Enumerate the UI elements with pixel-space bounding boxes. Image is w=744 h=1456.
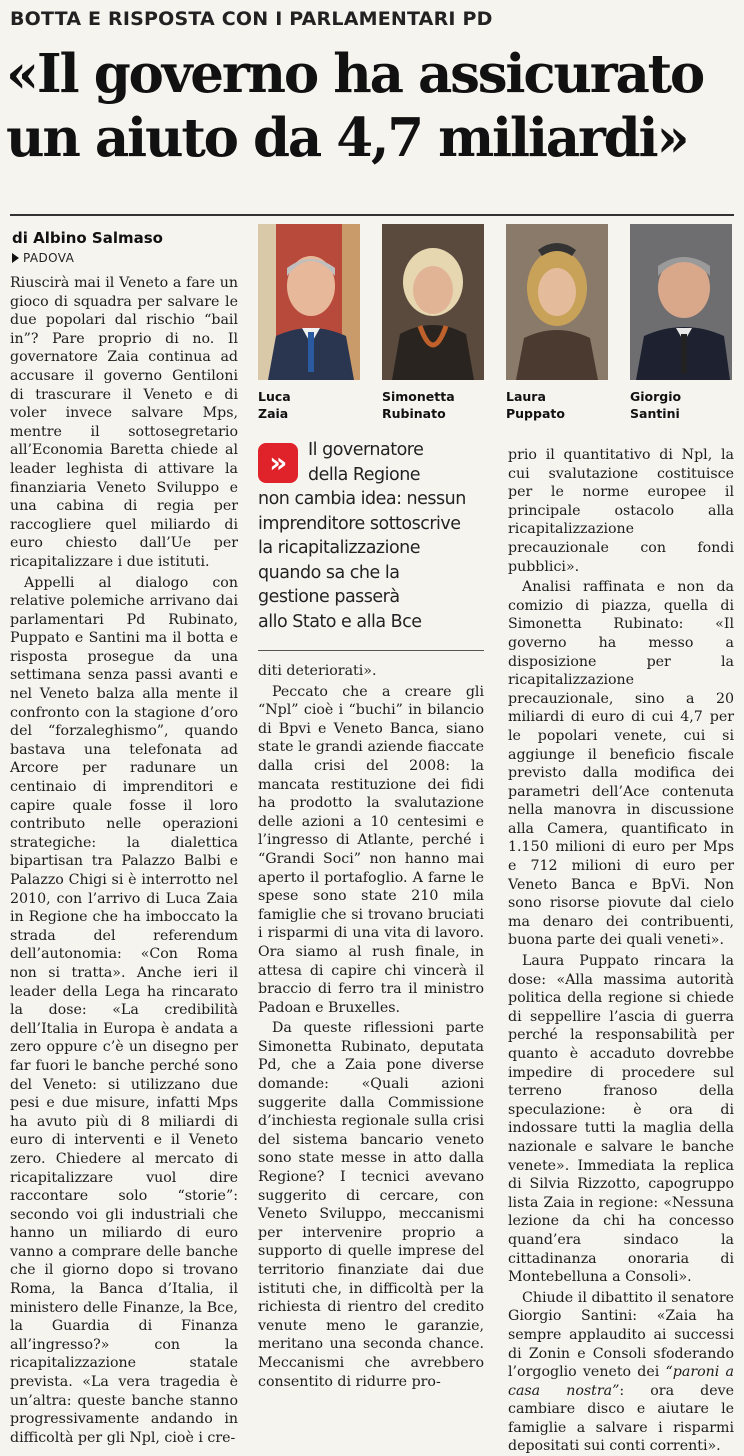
byline: di Albino Salmaso <box>12 229 163 247</box>
caption-last: Puppato <box>506 406 565 421</box>
photo-giorgio-santini <box>630 224 732 380</box>
article-column-3 <box>508 446 734 1456</box>
paragraph: prio il quantitativo di Npl, la cui svalutazione costituisce per le norme europee il principale ostacolo alla ricapitalizzazione precauzionale con fondi pubblici». <box>508 447 734 575</box>
kicker: BOTTA E RISPOSTA CON I PARLAMENTARI PD <box>10 8 493 30</box>
caption-last: Santini <box>630 406 680 421</box>
paragraph: Appelli al dialogo con relative polemiche arrivano dai parlamentari Pd Rubinato, Puppato e Santini ma il botta e risposta prosegue da una settimana senza passi avanti e nel Veneto balza alla mente il confronto con la stagione d’oro del “forzaleghismo”, quando bastava una telefonata ad Arcore per radunare un centinaio di imprenditori e capire quale fosse il loro contributo nelle operazioni strategiche: la dialettica bipartisan tra Palazzo Balbi e Palazzo Chigi si è interrotto nel 2010, con l’arrivo di Luca Zaia in Regione che ha imboccato la strada del referendum dell’autonomia: «Con Roma non si tratta». Anche ieri il leader della Lega ha rincarato la dose: «La credibilità dell’Italia in Europa è andata a zero oppure c’è un disegno per far fuori le banche perché sono del Veneto: si utilizzano due pesi e due misure, infatti Mps ha avuto più di 8 miliardi di euro di interventi e il Veneto zero. Chiedere al mercato di ricapitalizzare vuol dire raccontare solo “storie”: secondo voi gli industriali che hanno un miliardo di euro vanno a comprare delle banche che il giorno dopo si trovano Roma, la Banca d’Italia, il ministero delle Finanze, la Bce, la Guardia di Finanza all’ingresso?» con la ricapitalizzazione statale prevista. «La vera tragedia è un’altra: queste banche stanno progressivamente andando in difficoltà per gli Npl, cioè i cre- <box>10 574 238 1446</box>
portrait-zaia <box>258 224 360 380</box>
pull-quote-rule <box>258 650 484 651</box>
pull-line: allo Stato e alla Bce <box>258 611 422 632</box>
paragraph-end: : ora deve cambiare disco e aiutare le famiglie a salvare i risparmi depositati sui conti correnti». <box>508 1382 734 1455</box>
paragraph: Peccato che a creare gli “Npl” cioè i “buchi” in bilancio di Bpvi e Veneto Banca, siano state le grandi aziende fiaccate dalla crisi del 2008: la mancata restituzione dei fidi ha prodotto la svalutazione delle azioni a 10 centesimi e l’ingresso di Atlante, perché i “Grandi Soci” non hanno mai aperto il portafoglio. A farne le spese sono state 210 mila famiglie che si trovano bruciati i risparmi di una vita di lavoro. Ora siamo al rush finale, in attesa di capire chi vincerà il braccio di ferro tra il ministro Padoan e Bruxelles. <box>258 683 484 1016</box>
photo-laura-puppato <box>506 224 608 380</box>
headline-rule <box>10 214 734 216</box>
pull-line: quando sa che la <box>258 562 400 583</box>
dateline <box>12 251 74 265</box>
article-column-2 <box>258 662 484 1391</box>
dateline-text: PADOVA <box>23 251 75 265</box>
caption-last: Zaia <box>258 406 289 421</box>
headline-line-2: un aiuto da 4,7 miliardi» <box>6 107 688 169</box>
portrait-puppato <box>506 224 608 380</box>
portrait-rubinato <box>382 224 484 380</box>
italic-quote: “paroni a casa nostra” <box>508 1364 735 1399</box>
triangle-icon <box>12 253 19 263</box>
pull-line: gestione passerà <box>258 587 400 607</box>
paragraph: Riuscirà mai il Veneto a fare un gioco di squadra per salvare le due popolari dal rischio “bail in”? Pare proprio di no. Il governatore Zaia continua ad accusare il governo Gentiloni di trascurare il Veneto e di voler invece salvare Mps, mentre il sottosegretario all’Economia Baretta chiede al leader leghista di attivare la finanziaria Veneto Sviluppo e una cabina di regia per raccogliere quel miliardo di euro chiesto dall’Ue per ricapitalizzare i due istituti. <box>10 275 238 570</box>
pull-quote <box>258 438 490 634</box>
headline-line-1: «Il governo ha assicurato <box>6 43 704 105</box>
paragraph: diti deteriorati». <box>258 663 377 679</box>
pull-line: imprenditore sottoscrive <box>258 513 461 534</box>
photo-luca-zaia <box>258 224 360 380</box>
pull-line: non cambia idea: nessun <box>258 489 466 509</box>
portrait-santini <box>630 224 732 380</box>
paragraph-text: Chiude il dibattito il senatore Giorgio Santini: «Zaia ha sempre applaudito ai successi di Zonin e Consoli sfoderando l’orgoglio veneto dei <box>508 1289 734 1381</box>
pull-line: la ricapitalizzazione <box>258 538 421 558</box>
paragraph: Analisi raffinata e non da comizio di piazza, quella di Simonetta Rubinato: «Il governo ha messo a disposizione per la ricapitalizzazione precauzionale, sino a 20 miliardi di euro di cui 4,7 per le popolari venete, cui si aggiunge il beneficio fiscale previsto dalla modifica dei parametri dell’Ace contenuta nella manovra in discussione alla Camera, quantificato in 1.150 milioni di euro per Mps e 712 milioni di euro per Veneto Banca e BpVi. Non sono risorse piovute dal cielo ma denaro dei contribuenti, buona parte dei quali veneti». <box>508 579 734 949</box>
paragraph: Da queste riflessioni parte Simonetta Rubinato, deputata Pd, che a Zaia pone diverse domande: «Quali azioni suggerite dalla Commissione d’inchiesta regionale sulla crisi del sistema bancario veneto sono state messe in atto dalla Regione? I tecnici avevano suggerito di cercare, con Veneto Sviluppo, meccanismi per intervenire proprio a supporto di quelle imprese del territorio finanziate dai due istituti che, in difficoltà per la richiesta di rientro del credito venute meno le garanzie, meritano una seconda chance. Meccanismi che avrebbero consentito di ridurre pro- <box>258 1020 484 1390</box>
caption-first: Giorgio <box>630 389 682 404</box>
caption-puppato <box>506 388 565 422</box>
photo-strip <box>258 224 734 424</box>
photo-simonetta-rubinato <box>382 224 484 380</box>
caption-rubinato <box>382 388 455 422</box>
caption-last: Rubinato <box>382 406 446 421</box>
paragraph: Laura Puppato rincara la dose: «Alla massima autorità politica della regione si chiede di seppellire l’ascia di guerra perché la responsabilità per quanto è accaduto dovrebbe impedire di procedere sul terreno franoso della speculazione: è ora di indossare tutti la maglia della nazionale e salvare le banche venete». Immediata la replica di Silvia Rizzotto, capogruppo lista Zaia in regione: «Nessuna lezione da chi ha concesso quand’era sindaco la cittadinanza onoraria di Montebelluna a Consoli». <box>508 953 734 1286</box>
caption-first: Laura <box>506 389 546 404</box>
caption-first: Simonetta <box>382 389 455 404</box>
headline <box>6 42 740 170</box>
paragraph <box>508 1289 734 1456</box>
caption-first: Luca <box>258 389 291 404</box>
pull-line: Il governatore <box>308 440 424 460</box>
caption-santini <box>630 388 681 422</box>
caption-zaia <box>258 388 291 422</box>
double-chevron-icon: » <box>258 443 298 483</box>
pull-line: della Regione <box>308 464 421 485</box>
article-column-1 <box>10 274 238 1447</box>
